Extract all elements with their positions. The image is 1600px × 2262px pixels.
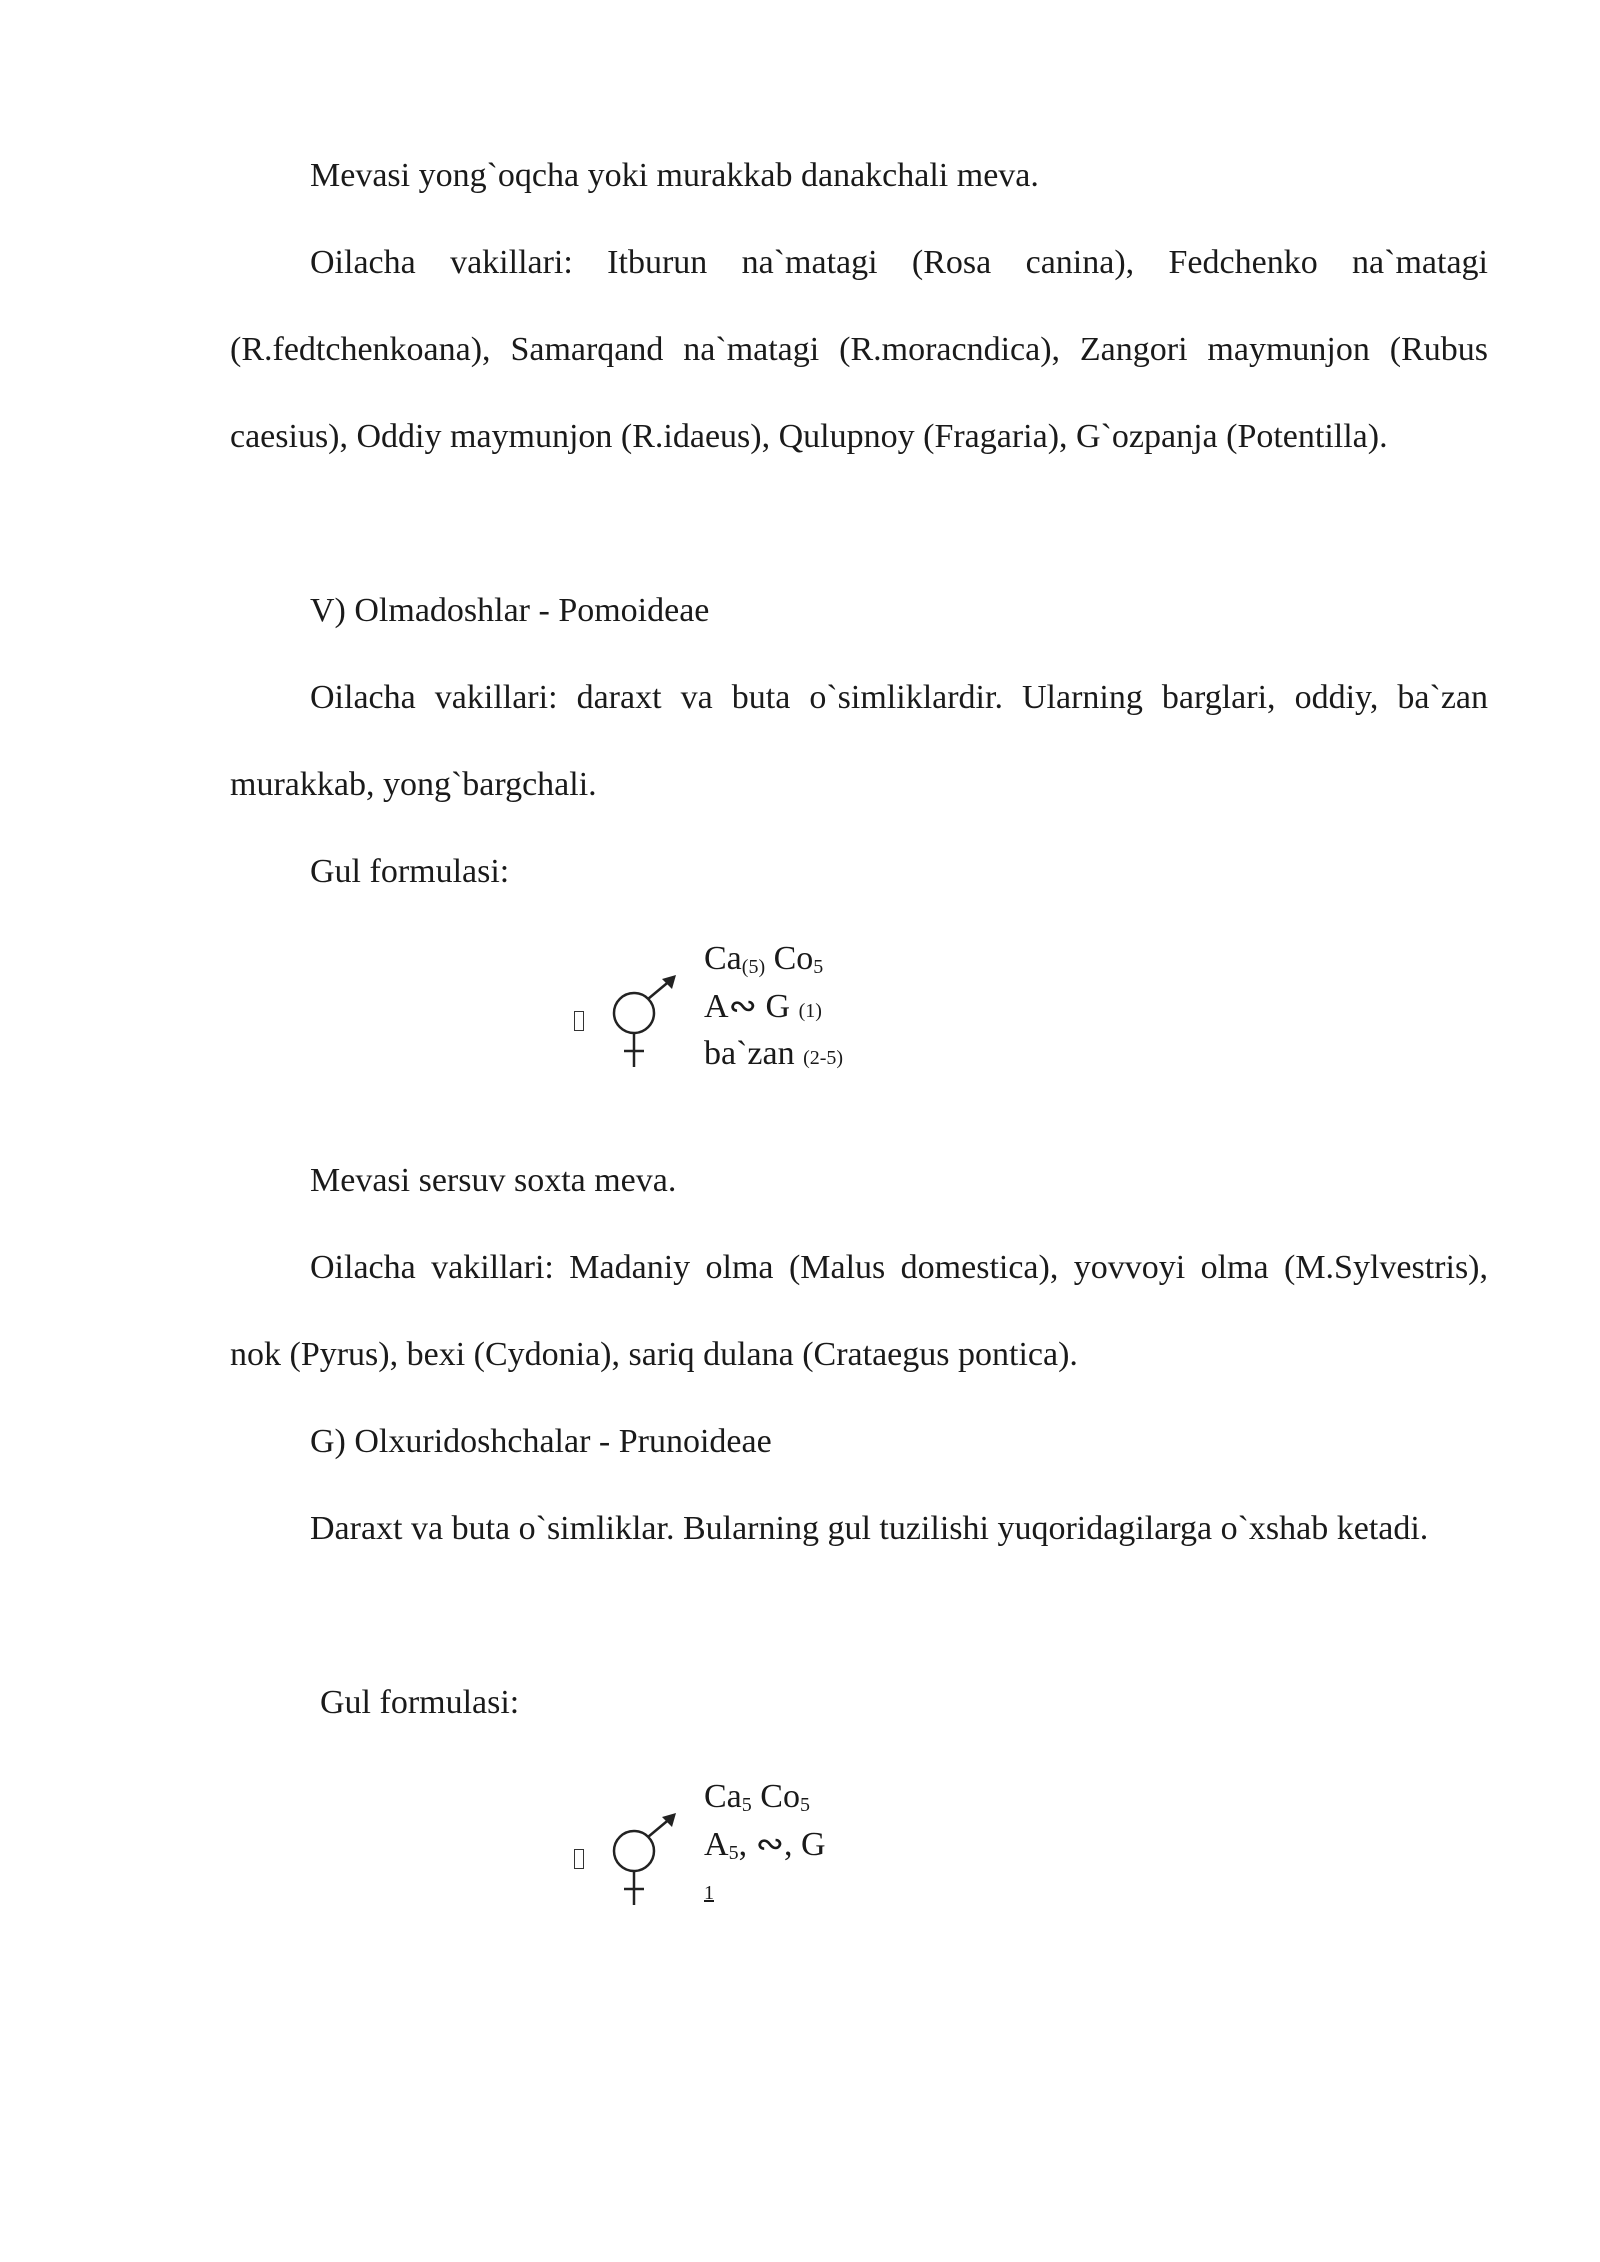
formula-1-androecium-gynoecium: A∾ G (1): [704, 988, 822, 1025]
paragraph-pomoideae-description: Oilacha vakillari: daraxt va buta o`simliklardir. Ularning barglari, oddiy, ba`zan murakkab, yong`bargchali.: [230, 679, 1488, 803]
missing-glyph-icon: [574, 1011, 584, 1031]
formula-2-calyx-corolla: $Ca_5$ $Co_5$: [704, 1778, 810, 1816]
paragraph-fruit-type-2: Mevasi sersuv soxta meva.: [310, 1162, 677, 1199]
paragraph-rose-representatives: Oilacha vakillari: Itburun na`matagi (Rosa canina), Fedchenko na`matagi (R.fedtchenkoana), Samarqand na`matagi (R.moracndica), Zangori maymunjon (Rubus caesius), Oddiy maymunjon (R.idaeus), Qulupnoy (Fragaria), G`ozpanja (Potentilla).: [230, 244, 1488, 455]
hermaphrodite-symbol-icon: [604, 975, 684, 1071]
paragraph-apple-representatives: Oilacha vakillari: Madaniy olma (Malus domestica), yovvoyi olma (M.Sylvestris), nok (Pyrus), bexi (Cydonia), sariq dulana (Crataegus pontica).: [230, 1249, 1488, 1373]
formula-2-gynoecium-count: 1: [704, 1882, 714, 1904]
heading-prunoideae: G) Olxuridoshchalar - Prunoideae: [310, 1423, 772, 1460]
heading-pomoideae: V) Olmadoshlar - Pomoideae: [310, 592, 710, 629]
paragraph-prunoideae-description: Daraxt va buta o`simliklar. Bularning gul tuzilishi yuqoridagilarga o`xshab ketadi.: [310, 1510, 1429, 1547]
missing-glyph-icon: [574, 1849, 584, 1869]
hermaphrodite-symbol-icon: [604, 1813, 684, 1909]
formula-2-androecium-gynoecium: $A_5$, ∾, G: [704, 1826, 826, 1864]
formula-1-alternative: ba`zan (2-5): [704, 1035, 844, 1072]
formula-1-calyx-corolla: $Ca_{(5)}$ $Co_5$: [704, 940, 824, 978]
label-flower-formula-1: Gul formulasi:: [310, 853, 510, 890]
paragraph-fruit-type: Mevasi yong`oqcha yoki murakkab danakchali meva.: [310, 157, 1039, 194]
label-flower-formula-2: Gul formulasi:: [320, 1684, 520, 1721]
